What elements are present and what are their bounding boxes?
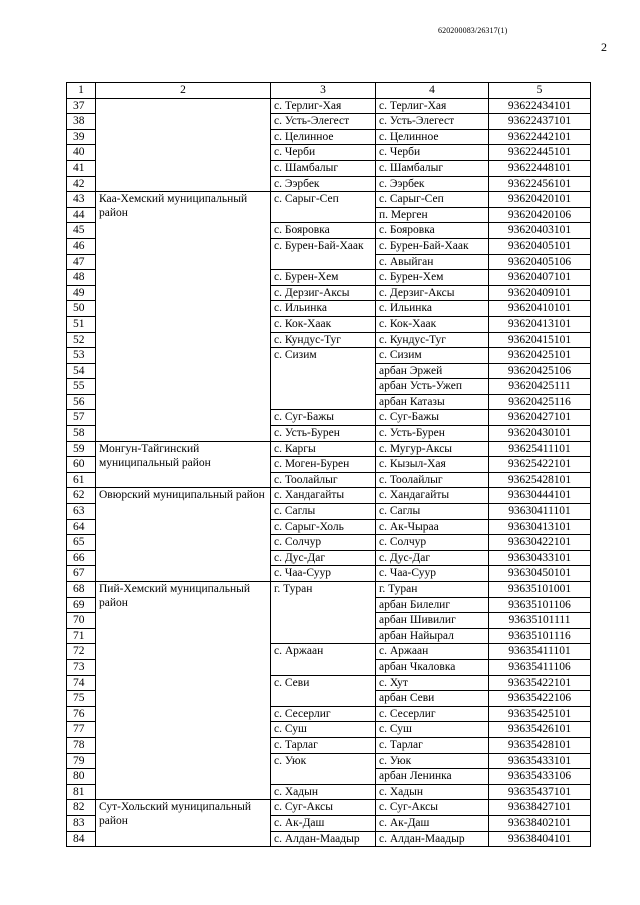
- settlement-cell: с. Тоолайлыг: [271, 472, 376, 488]
- oktmo-code-cell: 93635101111: [489, 613, 591, 629]
- row-number-cell: 53: [67, 348, 96, 364]
- locality-cell: арбан Севи: [376, 691, 489, 707]
- row-number-cell: 59: [67, 441, 96, 457]
- oktmo-code-cell: 93625422101: [489, 457, 591, 473]
- row-number-cell: 40: [67, 145, 96, 161]
- locality-cell: с. Кок-Хаак: [376, 316, 489, 332]
- oktmo-code-cell: 93630433101: [489, 550, 591, 566]
- row-number-cell: 74: [67, 675, 96, 691]
- oktmo-code-cell: 93635422106: [489, 691, 591, 707]
- locality-cell: с. Дус-Даг: [376, 550, 489, 566]
- locality-cell: с. Сарыг-Сеп: [376, 192, 489, 208]
- settlement-cell: с. Ак-Даш: [271, 815, 376, 831]
- row-number-cell: 70: [67, 613, 96, 629]
- settlement-cell: с. Каргы: [271, 441, 376, 457]
- row-number-cell: 41: [67, 160, 96, 176]
- oktmo-code-cell: 93638402101: [489, 815, 591, 831]
- settlements-table: [66, 82, 591, 847]
- row-number-cell: 76: [67, 706, 96, 722]
- row-number-cell: 84: [67, 831, 96, 847]
- row-number-cell: 43: [67, 192, 96, 208]
- oktmo-code-cell: 93620405106: [489, 254, 591, 270]
- settlement-cell: с. Бояровка: [271, 223, 376, 239]
- settlement-cell: с. Усть-Элегест: [271, 114, 376, 130]
- oktmo-code-cell: 93635433106: [489, 769, 591, 785]
- locality-cell: с. Шамбалыг: [376, 160, 489, 176]
- oktmo-code-cell: 93630413101: [489, 519, 591, 535]
- settlement-cell: с. Моген-Бурен: [271, 457, 376, 473]
- oktmo-code-cell: 93620420106: [489, 207, 591, 223]
- row-number-cell: 68: [67, 582, 96, 598]
- settlement-cell: с. Хадын: [271, 784, 376, 800]
- row-number-cell: 45: [67, 223, 96, 239]
- settlement-cell: с. Сарыг-Сеп: [271, 192, 376, 223]
- row-number-cell: 67: [67, 566, 96, 582]
- locality-cell: с. Авыйган: [376, 254, 489, 270]
- row-number-cell: 56: [67, 394, 96, 410]
- locality-cell: с. Саглы: [376, 504, 489, 520]
- oktmo-code-cell: 93630444101: [489, 488, 591, 504]
- row-number-cell: 65: [67, 535, 96, 551]
- table-body: [67, 98, 591, 847]
- oktmo-code-cell: 93620425101: [489, 348, 591, 364]
- page-number: 2: [601, 40, 607, 54]
- locality-cell: г. Туран: [376, 582, 489, 598]
- row-number-cell: 38: [67, 114, 96, 130]
- oktmo-code-cell: 93620425111: [489, 379, 591, 395]
- locality-cell: с. Уюк: [376, 753, 489, 769]
- municipality-cell: Монгун-Тайгинский муниципальный район: [96, 441, 271, 488]
- locality-cell: с. Бояровка: [376, 223, 489, 239]
- settlement-cell: с. Кок-Хаак: [271, 316, 376, 332]
- oktmo-code-cell: 93622434101: [489, 98, 591, 114]
- row-number-cell: 46: [67, 238, 96, 254]
- oktmo-code-cell: 93620415101: [489, 332, 591, 348]
- document-id: 620200083/26317(1): [438, 26, 508, 35]
- settlement-cell: с. Алдан-Маадыр: [271, 831, 376, 847]
- oktmo-code-cell: 93622437101: [489, 114, 591, 130]
- oktmo-code-cell: 93620425116: [489, 394, 591, 410]
- oktmo-code-cell: 93620420101: [489, 192, 591, 208]
- row-number-cell: 61: [67, 472, 96, 488]
- locality-cell: с. Бурен-Хем: [376, 270, 489, 286]
- settlement-cell: с. Кундус-Туг: [271, 332, 376, 348]
- oktmo-code-cell: 93625428101: [489, 472, 591, 488]
- locality-cell: с. Усть-Элегест: [376, 114, 489, 130]
- row-number-cell: 60: [67, 457, 96, 473]
- settlement-cell: с. Тарлаг: [271, 737, 376, 753]
- settlement-cell: г. Туран: [271, 582, 376, 644]
- locality-cell: арбан Ленинка: [376, 769, 489, 785]
- row-number-cell: 52: [67, 332, 96, 348]
- locality-cell: с. Кызыл-Хая: [376, 457, 489, 473]
- oktmo-code-cell: 93638427101: [489, 800, 591, 816]
- settlement-cell: с. Дерзиг-Аксы: [271, 285, 376, 301]
- locality-cell: с. Хандагайты: [376, 488, 489, 504]
- row-number-cell: 54: [67, 363, 96, 379]
- settlement-cell: с. Черби: [271, 145, 376, 161]
- settlement-cell: с. Севи: [271, 675, 376, 706]
- row-number-cell: 78: [67, 737, 96, 753]
- municipality-cell: [96, 98, 271, 192]
- row-number-cell: 81: [67, 784, 96, 800]
- row-number-cell: 73: [67, 659, 96, 675]
- locality-cell: с. Целинное: [376, 129, 489, 145]
- row-number-cell: 83: [67, 815, 96, 831]
- row-number-cell: 77: [67, 722, 96, 738]
- settlement-cell: с. Дус-Даг: [271, 550, 376, 566]
- settlement-cell: с. Бурен-Хем: [271, 270, 376, 286]
- settlement-cell: с. Сарыг-Холь: [271, 519, 376, 535]
- oktmo-code-cell: 93620409101: [489, 285, 591, 301]
- oktmo-code-cell: 93620403101: [489, 223, 591, 239]
- oktmo-code-cell: 93622445101: [489, 145, 591, 161]
- settlement-cell: с. Суш: [271, 722, 376, 738]
- header-cell: 2: [96, 83, 271, 99]
- locality-cell: с. Черби: [376, 145, 489, 161]
- table-row: [67, 488, 591, 504]
- table-row: [67, 98, 591, 114]
- locality-cell: с. Мугур-Аксы: [376, 441, 489, 457]
- row-number-cell: 57: [67, 410, 96, 426]
- row-number-cell: 79: [67, 753, 96, 769]
- oktmo-code-cell: 93625411101: [489, 441, 591, 457]
- settlement-cell: с. Целинное: [271, 129, 376, 145]
- oktmo-code-cell: 93635426101: [489, 722, 591, 738]
- oktmo-code-cell: 93620427101: [489, 410, 591, 426]
- oktmo-code-cell: 93630411101: [489, 504, 591, 520]
- settlement-cell: с. Суг-Аксы: [271, 800, 376, 816]
- settlement-cell: с. Хандагайты: [271, 488, 376, 504]
- row-number-cell: 48: [67, 270, 96, 286]
- row-number-cell: 66: [67, 550, 96, 566]
- locality-cell: с. Суш: [376, 722, 489, 738]
- locality-cell: п. Мерген: [376, 207, 489, 223]
- row-number-cell: 42: [67, 176, 96, 192]
- oktmo-code-cell: 93622442101: [489, 129, 591, 145]
- municipality-cell: Пий-Хемский муниципальный район: [96, 582, 271, 800]
- settlement-cell: с. Солчур: [271, 535, 376, 551]
- oktmo-code-cell: 93635433101: [489, 753, 591, 769]
- oktmo-code-cell: 93635101106: [489, 597, 591, 613]
- row-number-cell: 51: [67, 316, 96, 332]
- row-number-cell: 62: [67, 488, 96, 504]
- settlement-cell: с. Саглы: [271, 504, 376, 520]
- locality-cell: арбан Катазы: [376, 394, 489, 410]
- locality-cell: арбан Чкаловка: [376, 659, 489, 675]
- locality-cell: с. Бурен-Бай-Хаак: [376, 238, 489, 254]
- locality-cell: с. Аржаан: [376, 644, 489, 660]
- oktmo-code-cell: 93622448101: [489, 160, 591, 176]
- locality-cell: арбан Билелиг: [376, 597, 489, 613]
- locality-cell: с. Кундус-Туг: [376, 332, 489, 348]
- settlement-cell: с. Ильинка: [271, 301, 376, 317]
- header-cell: 5: [489, 83, 591, 99]
- oktmo-code-cell: 93622456101: [489, 176, 591, 192]
- oktmo-code-cell: 93630450101: [489, 566, 591, 582]
- row-number-cell: 71: [67, 628, 96, 644]
- row-number-cell: 58: [67, 426, 96, 442]
- locality-cell: с. Сизим: [376, 348, 489, 364]
- settlement-cell: с. Усть-Бурен: [271, 426, 376, 442]
- oktmo-code-cell: 93620430101: [489, 426, 591, 442]
- table-row: [67, 800, 591, 816]
- oktmo-code-cell: 93635101116: [489, 628, 591, 644]
- row-number-cell: 44: [67, 207, 96, 223]
- locality-cell: с. Ильинка: [376, 301, 489, 317]
- municipality-cell: Овюрский муниципальный район: [96, 488, 271, 582]
- table-row: [67, 441, 591, 457]
- settlement-cell: с. Бурен-Бай-Хаак: [271, 238, 376, 269]
- settlement-cell: с. Суг-Бажы: [271, 410, 376, 426]
- row-number-cell: 72: [67, 644, 96, 660]
- settlement-cell: с. Сизим: [271, 348, 376, 410]
- oktmo-code-cell: 93620407101: [489, 270, 591, 286]
- row-number-cell: 82: [67, 800, 96, 816]
- settlement-cell: с. Аржаан: [271, 644, 376, 675]
- locality-cell: с. Ак-Даш: [376, 815, 489, 831]
- oktmo-code-cell: 93620405101: [489, 238, 591, 254]
- settlement-cell: с. Терлиг-Хая: [271, 98, 376, 114]
- row-number-cell: 39: [67, 129, 96, 145]
- header-row: [67, 83, 591, 99]
- settlement-cell: с. Чаа-Суур: [271, 566, 376, 582]
- row-number-cell: 49: [67, 285, 96, 301]
- oktmo-code-cell: 93635428101: [489, 737, 591, 753]
- header-cell: 4: [376, 83, 489, 99]
- oktmo-code-cell: 93635437101: [489, 784, 591, 800]
- locality-cell: арбан Шивилиг: [376, 613, 489, 629]
- row-number-cell: 75: [67, 691, 96, 707]
- locality-cell: с. Дерзиг-Аксы: [376, 285, 489, 301]
- oktmo-code-cell: 93635411106: [489, 659, 591, 675]
- row-number-cell: 55: [67, 379, 96, 395]
- row-number-cell: 80: [67, 769, 96, 785]
- row-number-cell: 69: [67, 597, 96, 613]
- row-number-cell: 64: [67, 519, 96, 535]
- locality-cell: арбан Усть-Ужеп: [376, 379, 489, 395]
- locality-cell: арбан Найырал: [376, 628, 489, 644]
- locality-cell: с. Ээрбек: [376, 176, 489, 192]
- locality-cell: с. Чаа-Суур: [376, 566, 489, 582]
- oktmo-code-cell: 93635101001: [489, 582, 591, 598]
- oktmo-code-cell: 93630422101: [489, 535, 591, 551]
- locality-cell: с. Терлиг-Хая: [376, 98, 489, 114]
- settlement-cell: с. Шамбалыг: [271, 160, 376, 176]
- locality-cell: с. Алдан-Маадыр: [376, 831, 489, 847]
- row-number-cell: 37: [67, 98, 96, 114]
- header-cell: 3: [271, 83, 376, 99]
- oktmo-code-cell: 93635411101: [489, 644, 591, 660]
- settlement-cell: с. Ээрбек: [271, 176, 376, 192]
- locality-cell: с. Солчур: [376, 535, 489, 551]
- oktmo-code-cell: 93620425106: [489, 363, 591, 379]
- row-number-cell: 63: [67, 504, 96, 520]
- municipality-cell: Каа-Хемский муниципальный район: [96, 192, 271, 442]
- locality-cell: с. Усть-Бурен: [376, 426, 489, 442]
- table-row: [67, 582, 591, 598]
- locality-cell: с. Хадын: [376, 784, 489, 800]
- locality-cell: с. Тоолайлыг: [376, 472, 489, 488]
- oktmo-code-cell: 93638404101: [489, 831, 591, 847]
- oktmo-code-cell: 93635425101: [489, 706, 591, 722]
- locality-cell: с. Суг-Аксы: [376, 800, 489, 816]
- row-number-cell: 47: [67, 254, 96, 270]
- locality-cell: с. Ак-Чыраа: [376, 519, 489, 535]
- oktmo-code-cell: 93635422101: [489, 675, 591, 691]
- header-cell: 1: [67, 83, 96, 99]
- row-number-cell: 50: [67, 301, 96, 317]
- locality-cell: с. Суг-Бажы: [376, 410, 489, 426]
- table-row: [67, 192, 591, 208]
- municipality-cell: Сут-Хольский муниципальный район: [96, 800, 271, 847]
- oktmo-code-cell: 93620413101: [489, 316, 591, 332]
- locality-cell: с. Хут: [376, 675, 489, 691]
- settlement-cell: с. Уюк: [271, 753, 376, 784]
- locality-cell: с. Тарлаг: [376, 737, 489, 753]
- settlement-cell: с. Сесерлиг: [271, 706, 376, 722]
- locality-cell: с. Сесерлиг: [376, 706, 489, 722]
- locality-cell: арбан Эржей: [376, 363, 489, 379]
- oktmo-code-cell: 93620410101: [489, 301, 591, 317]
